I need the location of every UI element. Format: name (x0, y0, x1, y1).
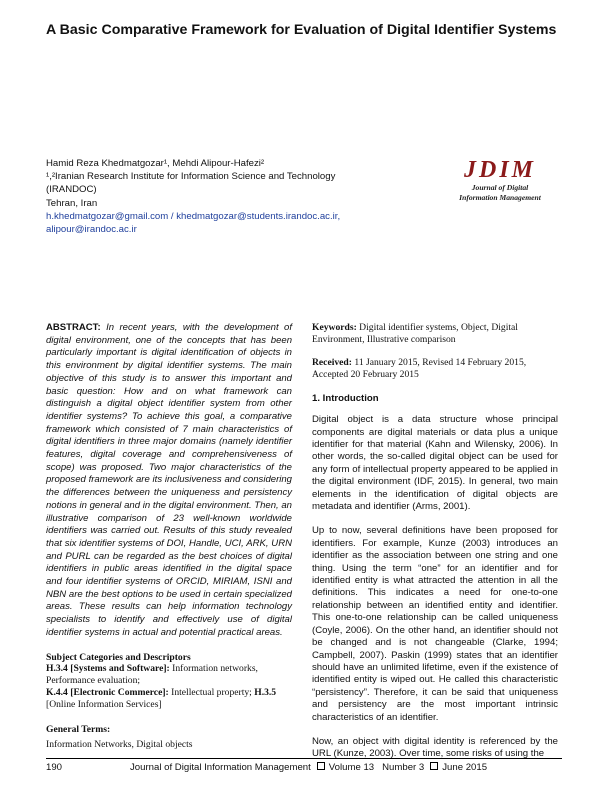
introduction-paragraph-2: Up to now, several definitions have been proposed for identifiers. For example, Kunze (2003) introduces an identifier as the association between one string and one thing. Using the term “one” for an identifier and for identified entity is what attracted the attention in all the definitions. This indicates a need for one-to-one relationship between an identified entity and identifier. This one-to-one relationship can be called uniqueness (Coyle, 2006). On the other hand, an identifier should not be changed and is not changeable (Clarke, 1994; Campbell, 2007). Paskin (1999) states that an identifier should have an unlimited lifetime, even if the existence of identified entity is wiped out. He called this characteristic “persistency”. Therefore, it can be said that uniqueness and persistency are the most important intrinsic characteristics of an identifier. (312, 525, 558, 723)
author-block (46, 157, 426, 236)
introduction-paragraph-1: Digital object is a data structure whose principal components are digital materials or data plus a unique identifier for that material (Kahn and Wilensky, 2006). In other words, the so-called digital object can be used for any form of intellectual property appeared to be applied in the digital environment (IDF, 2015). In general, two main elements in the identification of digital objects are metadata and identifier (Arms, 2001). (312, 414, 558, 513)
footer-number: Number 3 (382, 762, 425, 773)
journal-logo-caption-2: Information Management (459, 193, 541, 202)
right-column (312, 322, 558, 761)
bullet-square-icon (317, 762, 325, 770)
footer-volume: Volume 13 (328, 762, 375, 773)
received-dates (312, 357, 558, 382)
keywords-label: Keywords: (312, 322, 357, 333)
footer-journal: Journal of Digital Information Management (130, 762, 311, 773)
author-email-1[interactable]: h.khedmatgozar@gmail.com / khedmatgozar@students.irandoc.ac.ir, (46, 210, 341, 222)
author-affiliation-short: (IRANDOC) (46, 184, 97, 196)
page-footer (46, 758, 562, 773)
subject-code-1: H.3.4 [Systems and Software]: (46, 662, 170, 674)
subject-desc-1: Information networks, Performance evaluation; (46, 662, 258, 686)
bullet-square-icon (430, 762, 438, 770)
subject-desc-3: [Online Information Services] (46, 699, 162, 711)
subject-code-2: K.4.4 [Electronic Commerce]: (46, 687, 169, 699)
introduction-heading: 1. Introduction (312, 393, 379, 405)
paper-title: A Basic Comparative Framework for Evaluation of Digital Identifier Systems (46, 22, 557, 38)
left-column (46, 322, 292, 751)
author-location: Tehran, Iran (46, 197, 98, 209)
journal-logo (450, 157, 550, 203)
abstract-label: ABSTRACT: (46, 322, 101, 333)
abstract-text: In recent years, with the development of digital environment, one of the concepts that has been particularly important is digital identification of objects in this environment by digital identifier systems. The main objective of this study is to answer this important and basic question: How and on what framework can distinguish a digital object identifier system from other identifier systems? To achieve this goal, a comparative framework which consisted of 7 main characteristics of digital identifiers in three major domains (namely identifier features, digital coverage and comprehensiveness of scope) was proposed. Two major characteristics of the proposed framework are its inclusiveness and considering the differences between the uniqueness and persistency notions in general and in the digital environment. Then, an illustrative comparison of 23 well-known worldwide identifiers was carried out. Results of this study revealed that six identifier systems of DOI, Handle, UCI, ARK, URN and PURL can be regarded as the best choices of digital identifiers in public areas identified in the digital space and four identifier systems of ORCID, MIRIAM, ISNI and NBN are the best options to be used in certain specialized areas. These results can help information technology specialists to identify and effectively use of digital identifier systems in actual and potential practical areas. (46, 322, 292, 638)
journal-logo-caption-1: Journal of Digital (471, 183, 529, 192)
subject-code-3: H.3.5 (254, 687, 277, 699)
author-affiliation: ¹,²Iranian Research Institute for Information Science and Technology (46, 171, 336, 183)
abstract (46, 322, 292, 640)
keywords (312, 322, 558, 347)
keywords-text: Digital identifier systems, Object, Digital Environment, Illustrative comparison (312, 322, 518, 346)
author-names: Hamid Reza Khedmatgozar¹, Mehdi Alipour-Hafezi² (46, 158, 265, 169)
general-terms-text: Information Networks, Digital objects (46, 738, 193, 750)
author-email-2[interactable]: alipour@irandoc.ac.ir (46, 224, 137, 236)
received-label: Received: (312, 356, 352, 368)
subject-categories-heading: Subject Categories and Descriptors (46, 651, 191, 663)
subject-desc-2: Intellectual property; (171, 687, 252, 699)
page-number: 190 (46, 762, 63, 773)
introduction-paragraph-3: Now, an object with digital identity is referenced by the URL (Kunze, 2003). Over time, some risks of using the (312, 735, 558, 760)
received-text: 11 January 2015, Revised 14 February 2015, Accepted 20 February 2015 (312, 356, 527, 380)
general-terms-heading: General Terms: (46, 723, 111, 735)
journal-logo-mark: JDIM (463, 157, 536, 183)
footer-date: June 2015 (442, 762, 488, 773)
subject-categories-text (46, 663, 292, 712)
